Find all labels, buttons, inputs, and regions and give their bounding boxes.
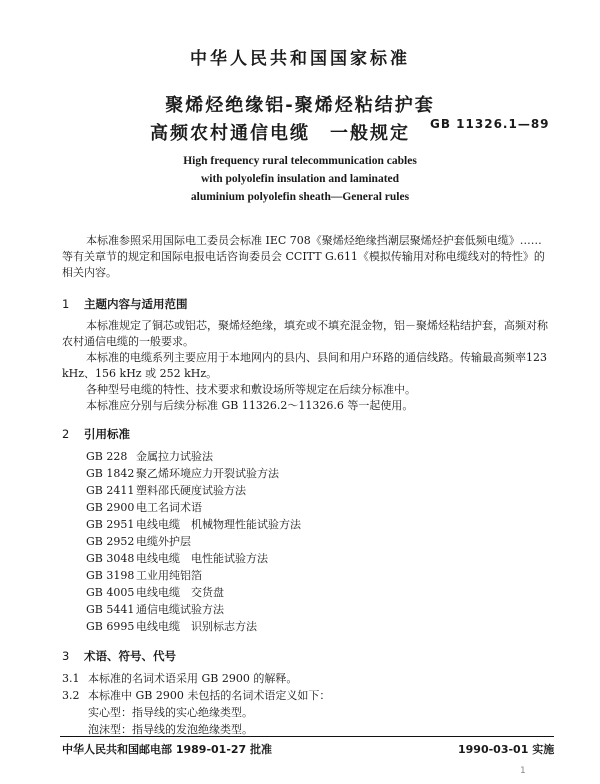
section-1-paragraph: 本标准应分别与后续分标准 GB 11326.2～11326.6 等一起使用。 xyxy=(86,399,414,412)
section-3-title: 术语、符号、代号 xyxy=(84,649,176,663)
reference-title: 塑料邵氏硬度试验方法 xyxy=(136,484,246,497)
reference-code: GB 3198 xyxy=(86,569,135,582)
reference-code: GB 2951 xyxy=(86,518,135,531)
reference-item xyxy=(86,499,506,516)
reference-code: GB 6995 xyxy=(86,620,135,633)
standard-number: GB 11326.1—89 xyxy=(430,117,550,131)
reference-code: GB 2952 xyxy=(86,535,135,548)
section-1-paragraph: 本标准规定了铜芯或铝芯，聚烯烃绝缘，填充或不填充混金物，铝－聚烯烃粘结护套，高频对称农村通信电缆的一般要求。 xyxy=(62,319,548,348)
reference-title: 电线电缆 交货盘 xyxy=(136,586,224,599)
reference-item xyxy=(86,482,506,499)
reference-item xyxy=(86,465,506,482)
reference-item xyxy=(86,533,506,550)
reference-code: GB 2900 xyxy=(86,501,135,514)
reference-item xyxy=(86,448,506,465)
definition-line: 实心型：指导线的实心绝缘类型。 xyxy=(88,706,253,719)
english-title-line-2: with polyolefin insulation and laminated xyxy=(200,173,400,185)
reference-code: GB 2411 xyxy=(86,484,135,497)
section-1-paragraph: 本标准的电缆系列主要应用于本地网内的县内、县间和用户环路的通信线路。传输最高频率123 kHz、156 kHz 或 252 kHz。 xyxy=(62,351,547,380)
national-standard-title: 中华人民共和国国家标准 xyxy=(190,49,410,69)
reference-item xyxy=(86,550,506,567)
section-1-title: 主题内容与适用范围 xyxy=(84,297,188,311)
definition-line: 泡沫型：指导线的发泡绝缘类型。 xyxy=(88,723,253,736)
reference-item xyxy=(86,601,506,618)
section-2-title: 引用标准 xyxy=(84,427,130,441)
reference-code: GB 5441 xyxy=(86,603,135,616)
section-2-number: 2 xyxy=(62,427,70,441)
reference-item xyxy=(86,584,506,601)
reference-title: 电线电缆 机械物理性能试验方法 xyxy=(136,518,301,531)
approval-line: 中华人民共和国邮电部 1989-01-27 批准 xyxy=(62,743,273,756)
section-3-number: 3 xyxy=(62,649,70,663)
clause-text: 本标准的名词术语采用 GB 2900 的解释。 xyxy=(88,672,298,685)
clause-number: 3.1 xyxy=(62,672,80,685)
section-2-heading xyxy=(62,426,130,442)
reference-code: GB 3048 xyxy=(86,552,135,565)
reference-title: 电线电缆 电性能试验方法 xyxy=(136,552,268,565)
section-1-heading xyxy=(62,296,188,312)
reference-title: 通信电缆试验方法 xyxy=(136,603,224,616)
clause-item xyxy=(62,687,552,704)
section-1-paragraph: 各种型号电缆的特性、技术要求和敷设场所等规定在后续分标准中。 xyxy=(86,383,416,396)
reference-title: 电工名词术语 xyxy=(136,501,202,514)
chinese-title-line-1: 聚烯烃绝缘铝-聚烯烃粘结护套 xyxy=(165,95,435,116)
reference-item xyxy=(86,516,506,533)
clause-item xyxy=(62,670,552,687)
english-title-line-3: aluminium polyolefin sheath—General rules xyxy=(190,191,410,203)
clause-text: 本标准中 GB 2900 未包括的名词术语定义如下： xyxy=(88,689,331,702)
english-title-block xyxy=(0,152,600,206)
reference-title: 金属拉力试验法 xyxy=(136,450,213,463)
reference-code: GB 4005 xyxy=(86,586,135,599)
section-3-heading xyxy=(62,648,176,664)
chinese-title-line-2: 高频农村通信电缆 一般规定 xyxy=(150,123,410,144)
section-3-body xyxy=(62,670,552,738)
section-1-number: 1 xyxy=(62,297,70,311)
reference-list xyxy=(86,448,506,635)
reference-code: GB 1842 xyxy=(86,467,135,480)
footer-divider xyxy=(60,736,554,737)
intro-paragraph: 本标准参照采用国际电工委员会标准 IEC 708《聚烯烃绝缘挡潮层聚烯烃护套低频电缆》……等有关章节的规定和国际电报电话咨询委员会 CCITT G.611《模拟传输用对称电缆线对的特性》的相关内容。 xyxy=(62,234,545,279)
reference-title: 电线电缆 识别标志方法 xyxy=(136,620,257,633)
clause-number: 3.2 xyxy=(62,689,80,702)
reference-title: 电缆外护层 xyxy=(136,535,191,548)
section-1-body xyxy=(62,318,552,414)
page-number: 1 xyxy=(520,766,526,776)
reference-title: 聚乙烯环境应力开裂试验方法 xyxy=(136,467,279,480)
reference-title: 工业用纯铝箔 xyxy=(136,569,202,582)
reference-code: GB 228 xyxy=(86,450,128,463)
reference-item xyxy=(86,618,506,635)
effective-date: 1990-03-01 实施 xyxy=(458,743,555,756)
english-title-line-1: High frequency rural telecommunication cables xyxy=(183,155,417,167)
reference-item xyxy=(86,567,506,584)
